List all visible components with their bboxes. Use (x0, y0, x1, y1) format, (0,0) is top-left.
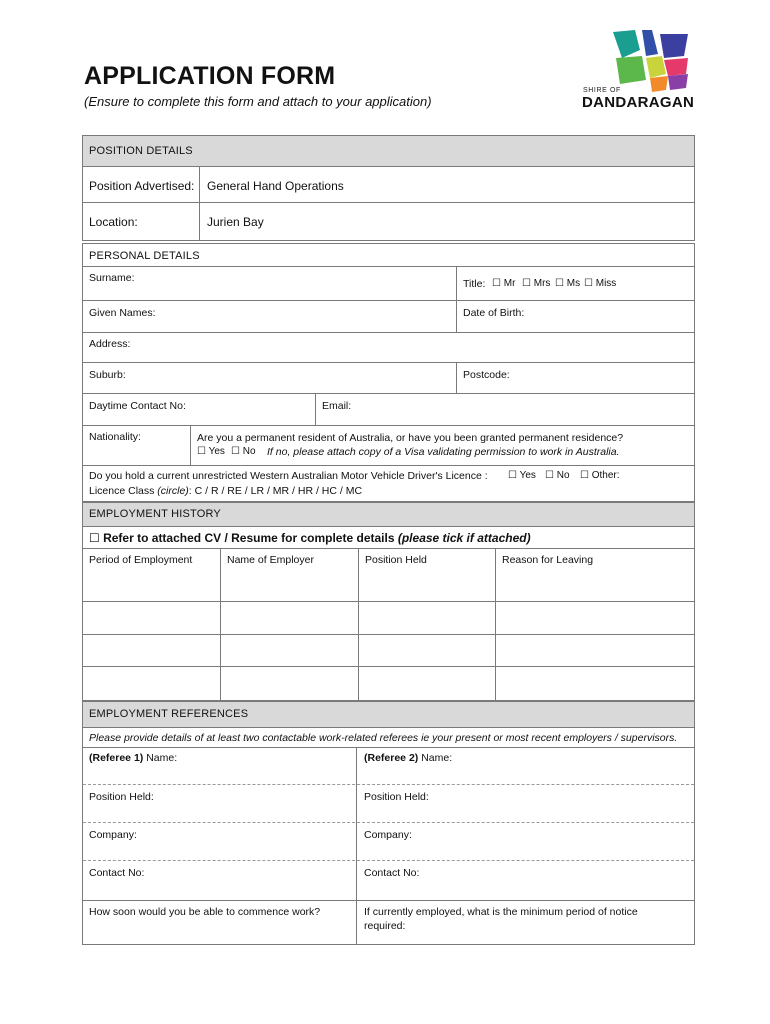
title-label: Title: (463, 278, 486, 290)
location-label: Location: (89, 215, 138, 229)
referees-note: Please provide details of at least two contactable work-related referees ie your present or most recent employers / supervisors. (89, 732, 678, 744)
employment-history-section (82, 502, 695, 701)
column-reason: Reason for Leaving (502, 554, 594, 566)
page-subtitle: (Ensure to complete this form and attach to your application) (84, 94, 432, 109)
licence-no-checkbox[interactable]: ☐ No (545, 470, 570, 481)
surname-field[interactable]: Surname: (89, 272, 135, 284)
resident-no-checkbox[interactable]: ☐ No (231, 446, 256, 457)
employment-references-heading: EMPLOYMENT REFERENCES (89, 708, 249, 720)
licence-class-row (89, 485, 362, 497)
column-period: Period of Employment (89, 554, 193, 566)
date-of-birth-field[interactable]: Date of Birth: (463, 307, 525, 319)
licence-yes-checkbox[interactable]: ☐ Yes (508, 470, 536, 481)
email-field[interactable]: Email: (322, 400, 352, 412)
title-miss-checkbox[interactable]: ☐ Miss (584, 278, 617, 289)
column-position: Position Held (365, 554, 427, 566)
position-details-heading: POSITION DETAILS (89, 145, 193, 157)
address-field[interactable]: Address: (89, 338, 131, 350)
position-details-section (82, 135, 695, 241)
personal-details-heading: PERSONAL DETAILS (89, 250, 200, 262)
cv-attached-checkbox[interactable]: ☐ Refer to attached CV / Resume for complete details (please tick if attached) (89, 531, 531, 545)
licence-class-options[interactable]: : C / R / RE / LR / MR / HR / HC / MC (188, 485, 363, 497)
employment-history-heading: EMPLOYMENT HISTORY (89, 508, 221, 520)
resident-question: Are you a permanent resident of Australia, or have you been granted permanent residence? (197, 432, 624, 444)
referee-2-company-field[interactable]: Company: (364, 829, 412, 841)
personal-details-section (82, 243, 695, 502)
page-title: APPLICATION FORM (84, 62, 336, 90)
postcode-field[interactable]: Postcode: (463, 369, 510, 381)
suburb-field[interactable]: Suburb: (89, 369, 126, 381)
employment-references-section (82, 701, 695, 945)
referee-2-contact-field[interactable]: Contact No: (364, 867, 420, 879)
referee-1-contact-field[interactable]: Contact No: (89, 867, 145, 879)
notice-period-label-2: required: (364, 920, 406, 932)
referee-1-position-field[interactable]: Position Held: (89, 791, 154, 803)
referee-1-company-field[interactable]: Company: (89, 829, 137, 841)
referee-2-name-field[interactable]: (Referee 2) Name: (364, 752, 453, 764)
nationality-field[interactable]: Nationality: (89, 431, 141, 443)
referee-2-position-field[interactable]: Position Held: (364, 791, 429, 803)
licence-class-label: Licence Class (89, 485, 155, 497)
referee-1-name-field[interactable]: (Referee 1) Name: (89, 752, 178, 764)
visa-note: If no, please attach copy of a Visa validating permission to work in Australia. (267, 446, 620, 458)
licence-other-checkbox[interactable]: ☐ Other: (580, 470, 620, 481)
notice-period-field[interactable]: If currently employed, what is the minimum period of notice (364, 906, 638, 918)
position-advertised-field[interactable]: General Hand Operations (207, 179, 344, 193)
logo-text-small: SHIRE OF (583, 87, 621, 94)
position-advertised-label: Position Advertised: (89, 179, 195, 193)
title-mr-checkbox[interactable]: ☐ Mr (492, 278, 516, 289)
commence-work-field[interactable]: How soon would you be able to commence work? (89, 906, 321, 918)
title-ms-checkbox[interactable]: ☐ Ms (555, 278, 581, 289)
title-mrs-checkbox[interactable]: ☐ Mrs (522, 278, 551, 289)
licence-question: Do you hold a current unrestricted Western Australian Motor Vehicle Driver's Licence : (89, 470, 488, 482)
given-names-field[interactable]: Given Names: (89, 307, 156, 319)
contact-number-field[interactable]: Daytime Contact No: (89, 400, 186, 412)
location-field[interactable]: Jurien Bay (207, 215, 264, 229)
column-employer: Name of Employer (227, 554, 314, 566)
licence-circle-hint: (circle) (157, 485, 189, 497)
resident-yes-checkbox[interactable]: ☐ Yes (197, 446, 225, 457)
logo-text-big: DANDARAGAN (582, 94, 695, 111)
